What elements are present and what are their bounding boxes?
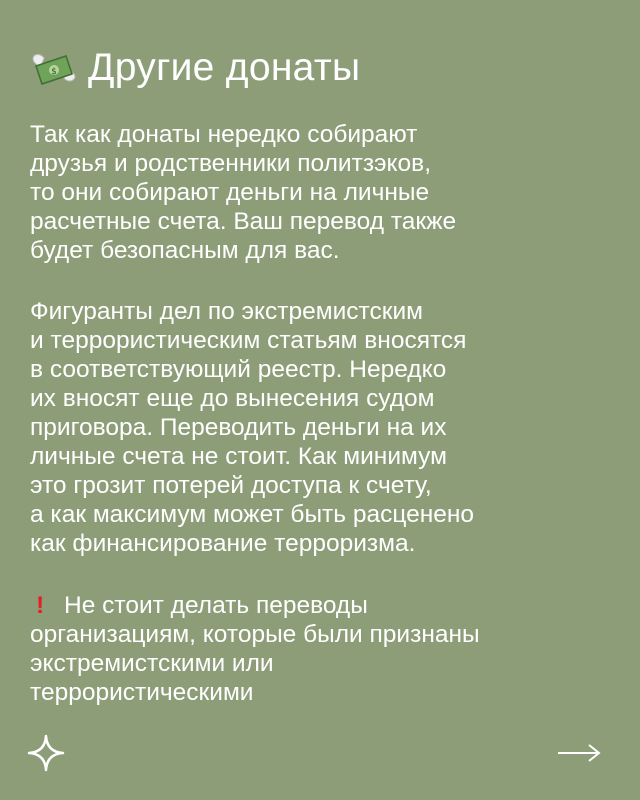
arrow-right-icon[interactable]	[556, 742, 602, 764]
warning-paragraph	[30, 591, 620, 707]
header	[30, 42, 360, 94]
svg-text:$: $	[51, 67, 57, 77]
page-title: Другие донаты	[88, 46, 361, 89]
sparkle-icon	[26, 733, 66, 773]
money-with-wings-icon	[30, 48, 78, 88]
warning-text: Не стоит делать переводы организациям, которые были признаны экстремистскими или террористическими	[30, 592, 480, 706]
paragraph-registry-info: Фигуранты дел по экстремистским и террористическим статьям вносятся в соответствующий реестр. Нередко их вносят еще до вынесения судом приговора. Переводить деньги на их личные счета не стоит. Как минимум это грозит потерей доступа к счету, а как максимум может быть расценено как финансирование терроризма.	[30, 298, 475, 557]
paragraph-donations-info: Так как донаты нередко собирают друзья и родственники политзэков, то они собирают деньги на личные расчетные счета. Ваш перевод также будет безопасным для вас.	[30, 121, 457, 264]
exclamation-icon: !	[36, 592, 45, 619]
